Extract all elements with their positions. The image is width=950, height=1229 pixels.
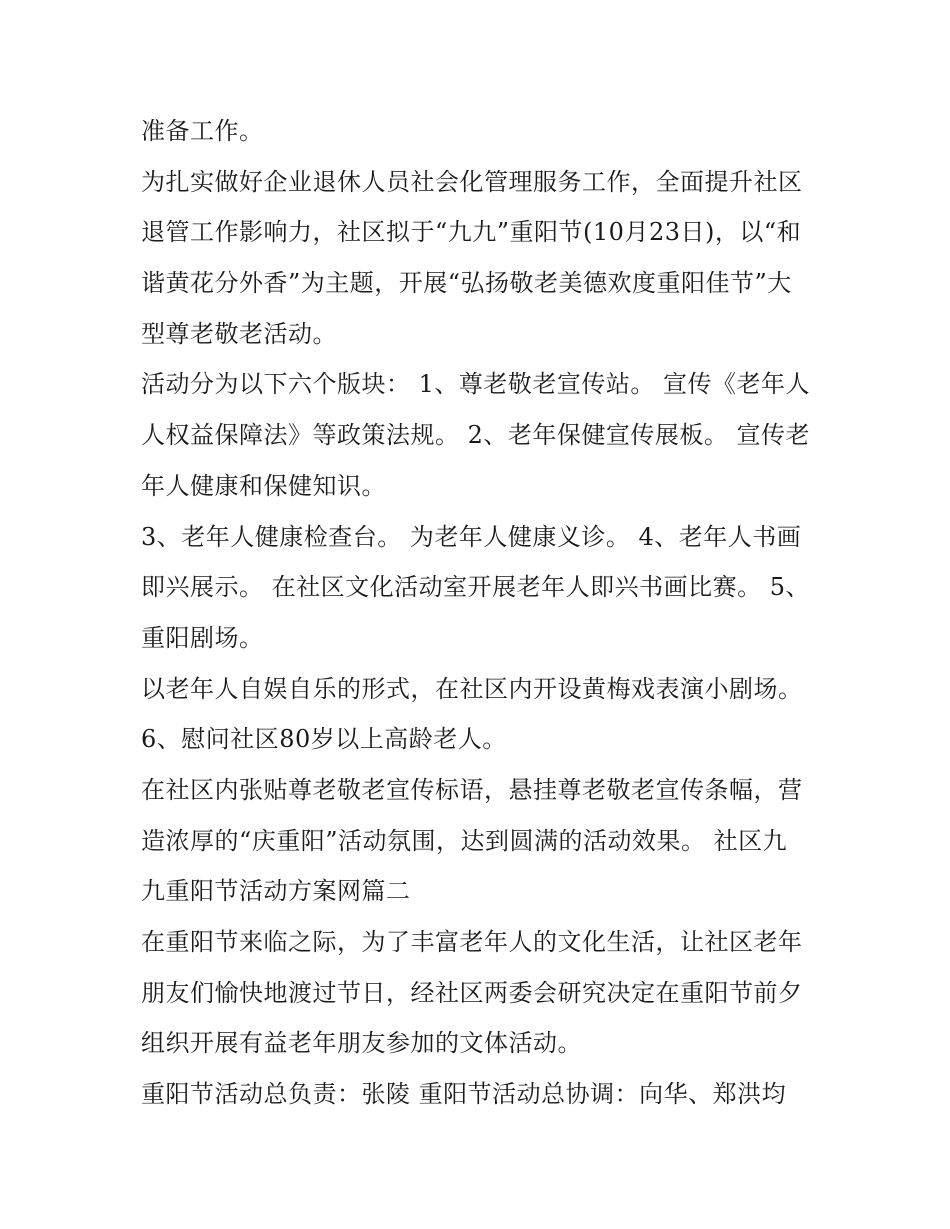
text-line: 造浓厚的“庆重阳”活动氛围，达到圆满的活动效果。 社区九 (141, 826, 788, 855)
text-line: 谐黄花分外香”为主题，开展“弘扬敬老美德欢度重阳佳节”大 (141, 269, 792, 298)
text-line: 重阳节活动总负责：张陵 重阳节活动总协调：向华、郑洪均 (141, 1080, 787, 1109)
text-line: 在社区内张贴尊老敬老宣传标语，悬挂尊老敬老宣传条幅，营 (141, 775, 803, 804)
text-line: 年人健康和保健知识。 (141, 471, 386, 500)
text-line: 人权益保障法》等政策法规。 2、老年保健宣传展板。 宣传老 (141, 421, 811, 450)
text-line: 九重阳节活动方案网篇二 (141, 877, 411, 906)
text-line: 6、慰问社区80岁以上高龄老人。 (141, 725, 507, 754)
text-line: 即兴展示。 在社区文化活动室开展老年人即兴书画比赛。 5、 (141, 573, 811, 602)
text-line: 活动分为以下六个版块： 1、尊老敬老宣传站。 宣传《老年人 (141, 370, 811, 399)
text-line: 退管工作影响力，社区拟于“九九”重阳节(10月23日)，以“和 (141, 218, 802, 247)
text-line: 为扎实做好企业退休人员社会化管理服务工作，全面提升社区 (141, 167, 803, 196)
text-line: 以老年人自娱自乐的形式，在社区内开设黄梅戏表演小剧场。 (141, 674, 803, 703)
text-line: 重阳剧场。 (141, 623, 264, 652)
document-body (141, 106, 821, 1120)
text-line: 朋友们愉快地渡过节日，经社区两委会研究决定在重阳节前夕 (141, 978, 803, 1007)
text-line: 3、老年人健康检查台。 为老年人健康义诊。 4、老年人书画 (141, 522, 802, 551)
text-line: 在重阳节来临之际，为了丰富老年人的文化生活，让社区老年 (141, 928, 803, 956)
text-line: 型尊老敬老活动。 (141, 319, 337, 348)
text-line: 准备工作。 (141, 117, 264, 145)
text-line: 组织开展有益老年朋友参加的文体活动。 (141, 1029, 582, 1058)
